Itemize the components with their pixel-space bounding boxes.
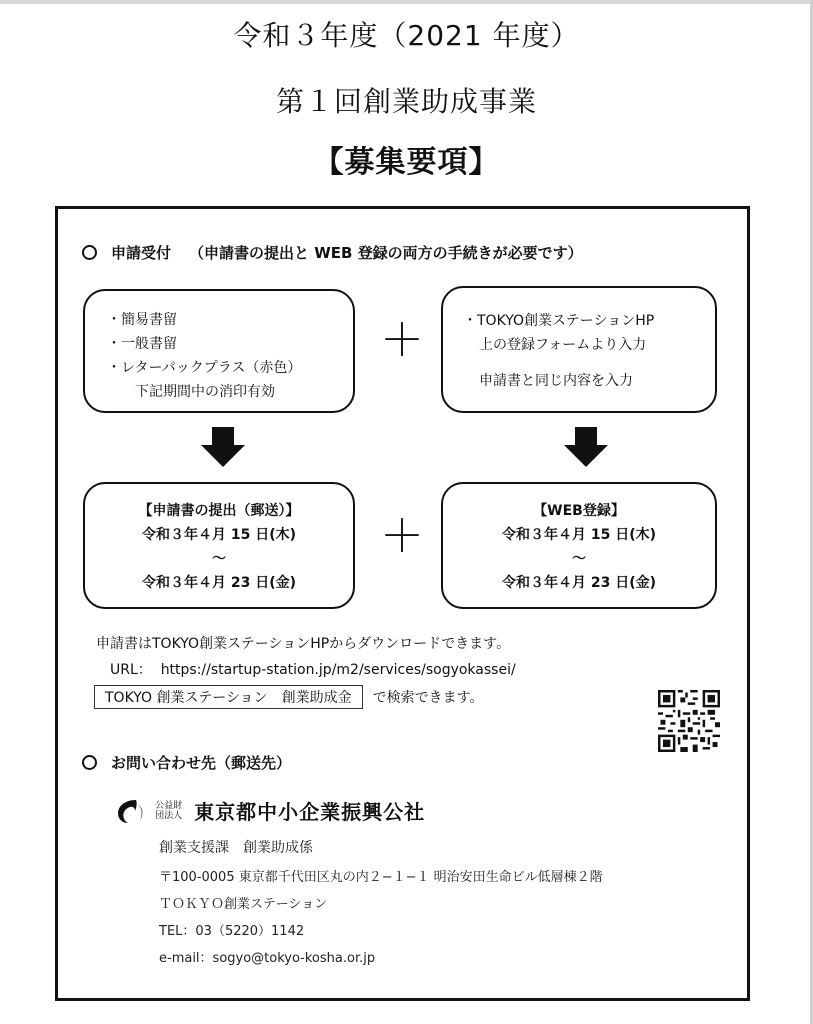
plus-icon: ＋ [380,315,424,366]
search-line [94,685,484,709]
contact-heading: お問い合わせ先（郵送先） [82,752,291,773]
email-address[interactable]: e-mail：sogyo@tokyo-kosha.or.jp [159,951,376,966]
mail-period-box [83,482,355,609]
url-label: URL： [110,662,152,678]
department: 創業支援課 創業助成係 [159,840,313,856]
arrow-down-icon [564,427,608,467]
telephone: TEL：03（5220）1142 [159,924,305,939]
url-line [110,659,516,679]
application-heading: 申請受付 （申請書の提出と WEB 登録の両方の手続きが必要です） [82,242,583,263]
organization-header [116,796,425,825]
method-letterpack: ・レターパックプラス（赤色） [107,360,302,376]
search-keyword-box: TOKYO 創業ステーション 創業助成金 [94,685,363,709]
web-method-line3: 申請書と同じ内容を入力 [479,373,633,389]
method-general-registered: ・一般書留 [107,336,177,352]
guidelines-title: 【募集要項】 [313,145,500,180]
web-method-line2: 上の登録フォームより入力 [479,337,647,353]
postal-address: 〒100-0005 東京都千代田区丸の内２−１−１ 明治安田生命ビル低層棟２階 [159,870,603,885]
download-note: 申請書はTOKYO創業ステーションHPからダウンロードできます。 [96,636,511,652]
plus-icon: ＋ [380,511,424,562]
web-period-end: 令和３年４月 23 日(金) [501,575,657,591]
organization-logo-icon [116,798,146,824]
station-name: ＴＯＫＹＯ創業ステーション [159,897,328,912]
mail-period-start: 令和３年４月 15 日(木) [141,527,297,543]
organization-name: 東京都中小企業振興公社 [194,800,426,824]
program-title: 第１回創業助成事業 [275,85,537,118]
arrow-down-icon [201,427,245,467]
mail-period-title: 【申請書の提出（郵送）】 [138,503,300,519]
qr-code-icon[interactable] [658,690,720,752]
mail-period-end: 令和３年４月 23 日(金) [141,575,297,591]
web-period-box [441,482,717,609]
web-period-tilde: ～ [572,551,586,567]
organization-type: 公益財団法人 [155,800,183,821]
method-simple-registered: ・簡易書留 [107,312,177,328]
url-link[interactable]: https://startup-station.jp/m2/services/sogyokassei/ [160,662,516,678]
web-period-start: 令和３年４月 15 日(木) [501,527,657,543]
mail-period-tilde: ～ [212,551,226,567]
postmark-note: 下記期間中の消印有効 [135,384,275,400]
circle-bullet-icon [82,245,97,260]
web-method-line1: ・TOKYO創業ステーションHP [463,313,655,329]
mail-method-box [83,289,355,413]
top-divider [0,0,813,4]
web-period-title: 【WEB登録】 [533,503,625,519]
application-note: （申請書の提出と WEB 登録の両方の手続きが必要です） [189,244,583,262]
web-method-box [441,286,717,413]
search-suffix: で検索できます。 [372,690,484,706]
fiscal-year-title: 令和３年度（2021 年度） [233,19,580,52]
circle-bullet-icon [82,755,97,770]
